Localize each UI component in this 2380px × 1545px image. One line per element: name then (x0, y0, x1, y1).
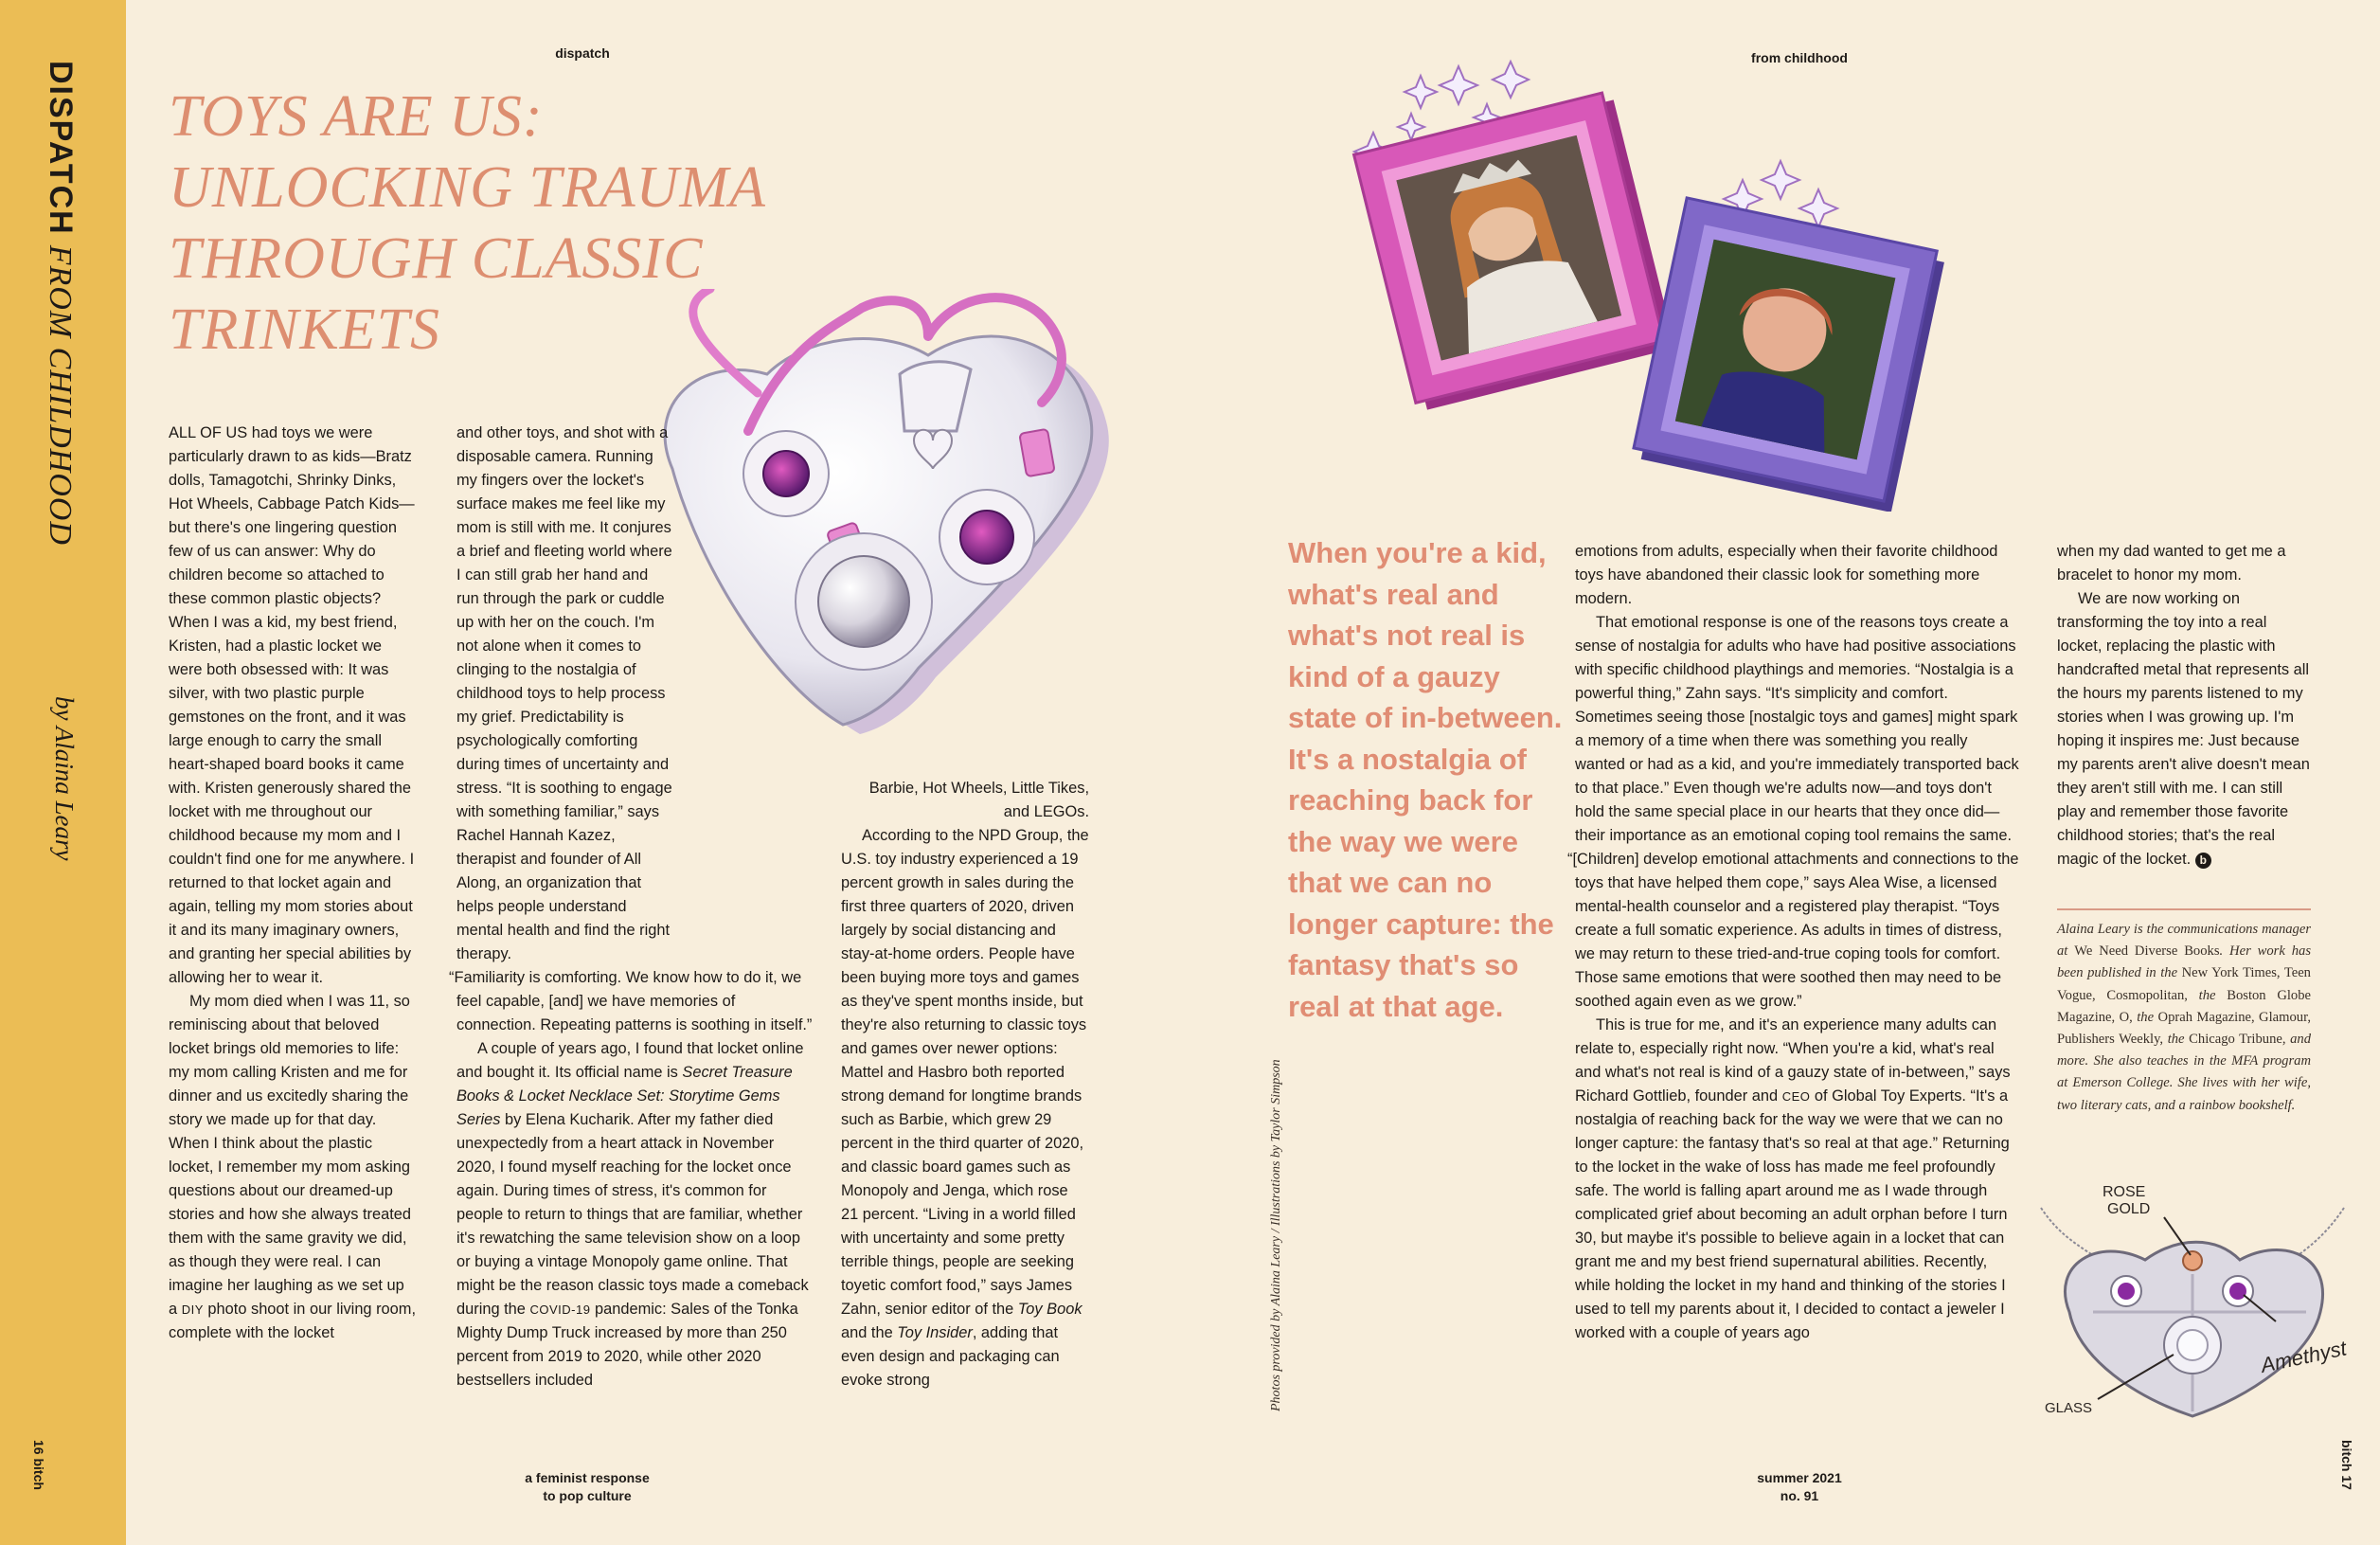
article-column-5 (2057, 540, 2315, 871)
issue-number: no. 91 (1780, 1488, 1819, 1503)
publication-name: Toy Book (1017, 1301, 1083, 1318)
subsection-name: FROM CHILDHOOD (43, 244, 78, 546)
article-column-1 (169, 422, 417, 1345)
paragraph: According to the NPD Group, the U.S. toy industry experienced a 19 percent growth in sales during the first three quarters of 2020, driven largely by social distancing and stay-at-home orders. People have been buying more toys and games as they've spent months inside, but they're also returning to classic toys and games over newer options: Mattel and Hasbro both reported strong demand for longtime brands such as Barbie, which grew 29 percent in the third quarter of 2020, and classic board games such as Monopoly and Jenga, which rose 21 percent. “Living in a world filled with uncertainty and some pretty terrible things, people are seeking toyetic comfort food,” says James Zahn, senior editor of the (841, 827, 1089, 1318)
running-head-right: from childhood (1751, 50, 1848, 65)
running-foot-right (1714, 1469, 1885, 1505)
title-line: TRINKETS (169, 297, 441, 362)
issue-date: summer 2021 (1757, 1470, 1842, 1485)
paragraph: This is true for me, and it's an experience many adults can relate to, especially right now. “When you're a kid, what's real and what's not real is kind of a gauzy state of in-between,” says Richard Gottlieb, founder and (1575, 1016, 2011, 1105)
tagline-line1: a feminist response (525, 1470, 650, 1485)
small-caps: COVID-19 (529, 1302, 591, 1317)
section-name: DISPATCH (43, 61, 79, 236)
quote-paragraph: “[Children] develop emotional attachments and connections to the toys that have helped them cope,” says Alea Wise, a licensed mental-health counselor and a registered play therapist. “Toys create a full somatic experience. As adults in times of distress, we may return to these tried-and-true coping tools for comfort. Those same emotions that were soothed then may need to be soothed again even as we grow.” (1567, 851, 2019, 1010)
photo-credit: Photos provided by Alaina Leary / Illustrations by Taylor Simpson (1269, 1059, 1283, 1411)
article-column-2 (449, 422, 814, 1392)
page-number-left: 16 bitch (31, 1440, 46, 1490)
end-mark-letter: b (2199, 853, 2207, 867)
bio-text: Alaina Leary is the communications manager at (2057, 922, 2311, 960)
article-column-3 (841, 777, 1089, 1392)
paragraph: had toys we were particularly drawn to as kids—Bratz dolls, Tamagotchi, Shrinky Dinks, Hot Wheels, Cabbage Patch Kids—but there's one lingering question few of us can answer: Why do children become so attached to these common plastic objects? When I was a kid, my best friend, Kristen, had a plastic locket we were both obsessed with: It was silver, with two plastic purple gemstones on the front, and it was large enough to carry the small heart-shaped board books it came with. Kristen generously shared the locket with me throughout our childhood because my mom and I couldn't find one for me anywhere. I returned to that locket again and again, telling my mom stories about it and its many imaginary owners, and granting her special abilities by allowing her to wear it. (169, 424, 415, 986)
label-rose: ROSE (2103, 1184, 2146, 1200)
tagline-line2: to pop culture (543, 1488, 632, 1503)
title-line: TOYS ARE US: (169, 84, 544, 149)
label-glass: GLASS (2045, 1400, 2093, 1416)
sidebar (0, 0, 126, 1545)
label-gold: GOLD (2107, 1201, 2151, 1217)
end-mark-icon (2195, 853, 2211, 869)
paragraph: of Global Toy Experts. “It's a nostalgia of reaching back for the way we were that we can no longer capture: the fantasy that's so real at that age.” Returning to the locket in the wake of loss has made me feel profoundly safe. The world is falling apart around me as I wade through complicated grief about becoming an adult orphan before I turn 30, but maybe it's possible to believe again in a locket that can grant me and my best friend supernatural abilities. Recently, while holding the locket in my hand and thinking of the stories I used to tell my parents about it, I decided to contact a jeweler I worked with a couple of years ago (1575, 1087, 2010, 1341)
paragraph: That emotional response is one of the reasons toys create a sense of nostalgia for adults who have had positive associations with specific childhood playthings and memories. “Nostalgia is a powerful thing,” Zahn says. “It's simplicity and comfort. Sometimes seeing those [nostalgic toys and games] might spark a memory of a time when there was something you really wanted or had as a kid, and you're immediately transported back to that place.” Even though we're adults now—and toys don't hold the same special place in our hearts that they once did—their importance as an emotional coping tool remains the same. (1575, 614, 2019, 844)
bio-publications: New York Times, Teen Vogue, Cosmopolitan, (2057, 965, 2311, 1003)
photo-frames-illustration (1345, 57, 2046, 512)
bio-org: We Need Diverse Books (2074, 943, 2220, 960)
bio-divider (2057, 908, 2311, 910)
page-number-right: bitch 17 (2339, 1440, 2354, 1490)
book-title: Secret Treasure Books & Locket Necklace Set: Storytime Gems Series (456, 1064, 793, 1128)
label-amethyst: Amethyst (2258, 1336, 2349, 1377)
paragraph: by Elena Kucharik. After my father died unexpectedly from a heart attack in November 2020, I found myself reaching for the locket once again. During times of stress, it's common for people to return to things that are familiar, whether it's rewatching the same television show on a loop or buying a vintage Monopoly game online. That might be the reason classic toys made a comeback during the (456, 1111, 809, 1318)
paragraph-end: , adding that even design and packaging can evoke strong (841, 1324, 1060, 1389)
pull-quote: When you're a kid, what's real and what's not real is kind of a gauzy state of in-between. It's a nostalgia of reaching back for the way we were that we can no longer capture: the fantasy that's so real at that age. (1288, 536, 1563, 1023)
paragraph: We are now working on transforming the toy into a real locket, replacing the plastic with handcrafted metal that represents all the hours my parents listened to my stories when I was growing up. I'm hoping it inspires me: Just because my parents aren't alive doesn't mean they aren't still with me. I can still play and remember those favorite childhood stories; that's the real magic of the locket. (2057, 590, 2310, 868)
bio-publications: Chicago Tribune, (2189, 1032, 2286, 1048)
bio-text: the (2167, 1032, 2185, 1048)
running-head-left: dispatch (555, 45, 610, 61)
title-line: THROUGH CLASSIC (169, 226, 704, 291)
lead-in: ALL OF US (169, 424, 248, 441)
running-foot-left (492, 1469, 682, 1505)
paragraph: when my dad wanted to get me a bracelet to honor my mom. (2057, 543, 2286, 584)
pink-photo-frame (1354, 91, 1675, 412)
article-column-4 (1567, 540, 2020, 1345)
bio-text: . Her work has been published in the (2057, 943, 2311, 981)
author-bio (2057, 919, 2311, 1117)
bio-publications: Boston Globe Magazine, O, (2057, 987, 2311, 1025)
bio-text: and more. She also teaches in the MFA program at Emerson College. She lives with her wife, two literary cats, and a rainbow bookshelf. (2057, 1032, 2312, 1113)
bio-publications: Oprah Magazine, Glamour, Publishers Weekly, (2057, 1009, 2311, 1048)
byline: by Alaina Leary (50, 696, 79, 861)
paragraph: emotions from adults, especially when their favorite childhood toys have abandoned their classic look for something more modern. (1575, 543, 1998, 607)
small-caps: DIY (181, 1302, 204, 1317)
section-label (42, 61, 79, 546)
publication-name: Toy Insider (897, 1324, 973, 1341)
small-caps: CEO (1781, 1089, 1811, 1104)
paragraph-end: photo shoot in our living room, complete with the locket (169, 1301, 416, 1341)
paragraph: and the (841, 1324, 893, 1341)
quote-paragraph: “Familiarity is comforting. We know how to do it, we feel capable, [and] we have memories of connection. Repeating patterns is soothing in itself.” (449, 969, 813, 1033)
paragraph: pandemic: Sales of the Tonka Mighty Dump Truck increased by more than 250 percent from 2019 to 2020, while other 2020 bestsellers included (456, 1301, 798, 1389)
title-line: UNLOCKING TRAUMA (169, 155, 766, 220)
bio-text: the (2198, 987, 2216, 1003)
paragraph: A couple of years ago, I found that locket online and bought it. Its official name is (456, 1040, 804, 1081)
paragraph: and other toys, and shot with a disposable camera. Running my fingers over the locket's surface makes me feel like my mom is still with me. It conjures a brief and fleeting world where I can still grab her hand and run through the park or cuddle up with her on the couch. I'm not alone when it comes to clinging to the nostalgia of childhood toys to help process my grief. Predictability is psychologically comforting during times of uncertainty and stress. “It is soothing to engage with something familiar,” says Rachel Hannah Kazez, therapist and founder of All Along, an organization that helps people understand mental health and find the right therapy. (456, 424, 672, 962)
purple-photo-frame (1632, 198, 1946, 512)
paragraph: Barbie, Hot Wheels, Little Tikes, and LEGOs. (868, 780, 1089, 820)
locket-diagram (2022, 1179, 2372, 1426)
paragraph: My mom died when I was 11, so reminiscing about that beloved locket brings old memories to life: my mom calling Kristen and me for dinner and us excitedly sharing the story we made up for that day. When I think about the plastic locket, I remember my mom asking questions about our dreamed-up stories and how she always treated them with the same gravity we did, as though they were real. I can imagine her laughing as we set up a (169, 993, 412, 1318)
bio-text: the (2137, 1009, 2155, 1025)
